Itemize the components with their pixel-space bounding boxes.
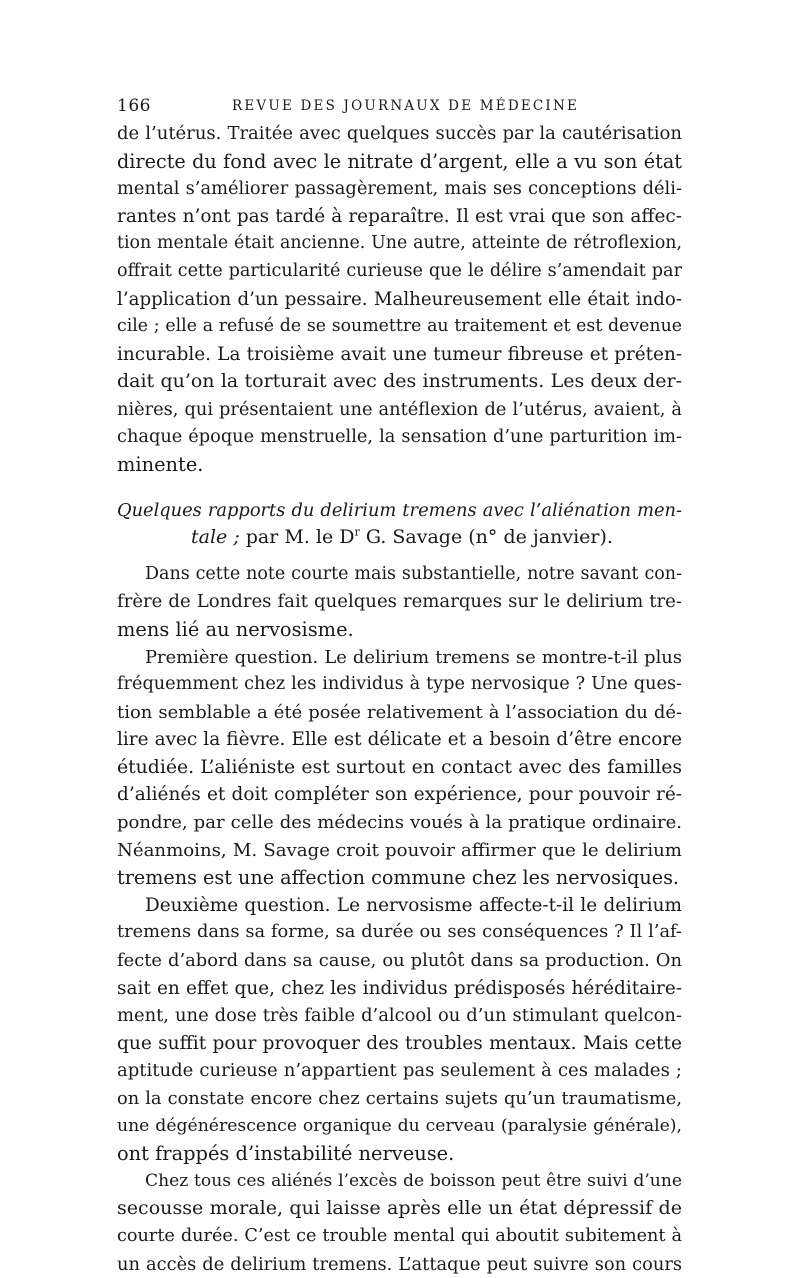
text-line: fréquemment chez les individus à type nervosique ? Une ques-	[117, 674, 682, 695]
text-line: que suffit pour provoquer des troubles mentaux. Mais cette	[117, 1032, 682, 1054]
text-line: nières, qui présentaient une antéflexion de l’utérus, avaient, à	[117, 398, 682, 420]
text-line: de l’utérus. Traitée avec quelques succès par la cautérisation	[117, 123, 682, 144]
paragraph-alcohol	[117, 1168, 682, 1278]
book-page	[117, 96, 682, 1278]
text-line: offrait cette particularité curieuse que le délire s’amendait par	[117, 260, 682, 281]
text-line: un accès de delirium tremens. L’attaque peut suivre son cours	[117, 1253, 682, 1275]
text-line: l’application d’un pessaire. Malheureusement elle était indo-	[117, 288, 682, 310]
text-line: secousse morale, qui laisse après elle un état dépressif de	[117, 1197, 682, 1220]
byline-text: par M. le D	[239, 525, 355, 548]
article-title-end: tale ;	[191, 525, 240, 548]
text-line: Deuxième question. Le nervosisme affecte-t-il le delirium	[145, 894, 682, 916]
byline-superscript: r	[354, 525, 360, 539]
text-line: pondre, par celle des médecins voués à la pratique ordinaire.	[117, 812, 682, 834]
text-line: minente.	[117, 453, 204, 477]
text-line: ont frappés d’instabilité nerveuse.	[117, 1142, 455, 1166]
text-line: incurable. La troisième avait une tumeur fibreuse et préten-	[117, 343, 682, 365]
text-line: fecte d’abord dans sa cause, ou plutôt dans sa production. On	[117, 950, 682, 972]
text-line: tion mentale était ancienne. Une autre, atteinte de rétroflexion,	[117, 233, 682, 254]
page-number: 166	[117, 96, 151, 116]
article-byline	[117, 524, 682, 551]
text-line: mental s’améliorer passagèrement, mais ses conceptions déli-	[117, 178, 682, 200]
text-line: dait qu’on la torturait avec des instruments. Les deux der-	[117, 370, 682, 393]
text-line: lire avec la fièvre. Elle est délicate et a besoin d’être encore	[117, 729, 682, 751]
text-line: une dégénérescence organique du cerveau (paralysie générale),	[117, 1115, 682, 1136]
paragraph-intro	[117, 561, 682, 644]
paragraph-first-question	[117, 644, 682, 892]
text-line: tion semblable a été posée relativement à l’association du dé-	[117, 701, 682, 723]
text-line: sait en effet que, chez les individus prédisposés héréditaire-	[117, 977, 682, 999]
text-line: cile ; elle a refusé de se soumettre au traitement et est devenue	[117, 316, 682, 337]
article-heading	[117, 497, 682, 551]
text-line: aptitude curieuse n’appartient pas seulement à ces malades ;	[117, 1060, 682, 1082]
text-line: tremens dans sa forme, sa durée ou ses conséquences ? Il l’af-	[117, 922, 682, 943]
paragraph-continued	[117, 120, 682, 479]
text-line: Chez tous ces aliénés l’excès de boisson peut être suivi d’une	[145, 1170, 682, 1191]
text-line: chaque époque menstruelle, la sensation d’une parturition im-	[117, 426, 682, 447]
text-line: Première question. Le delirium tremens se montre-t-il plus	[145, 646, 682, 668]
text-line: ment, une dose très faible d’alcool ou d’un stimulant quelcon-	[117, 1005, 682, 1027]
text-line: mens lié au nervosisme.	[117, 617, 354, 641]
text-line: d’aliénés et doit compléter son expérience, pour pouvoir ré-	[117, 784, 682, 806]
byline-source: G. Savage (n° de janvier).	[359, 525, 613, 548]
text-line: étudiée. L’aliéniste est surtout en contact avec des familles	[117, 756, 682, 778]
text-line: tremens est une affection commune chez les nervosiques.	[117, 866, 680, 890]
journal-title: REVUE DES JOURNAUX DE MÉDECINE	[232, 98, 580, 114]
text-line: on la constate encore chez certains sujets qu’un traumatisme,	[117, 1088, 682, 1109]
article-title: Quelques rapports du delirium tremens avec l’aliénation men-	[117, 499, 682, 521]
text-line: Dans cette note courte mais substantielle, notre savant con-	[145, 563, 682, 584]
running-head	[117, 96, 682, 120]
text-line: Néanmoins, M. Savage croit pouvoir affirmer que le delirium	[117, 839, 682, 861]
text-line: rantes n’ont pas tardé à reparaître. Il est vrai que son affec-	[117, 205, 682, 227]
text-line: frère de Londres fait quelques remarques sur le delirium tre-	[117, 591, 682, 613]
text-line: courte durée. C’est ce trouble mental qui aboutit subitement à	[117, 1225, 682, 1246]
text-line: directe du fond avec le nitrate d’argent, elle a vu son état	[117, 149, 682, 173]
paragraph-second-question	[117, 892, 682, 1168]
